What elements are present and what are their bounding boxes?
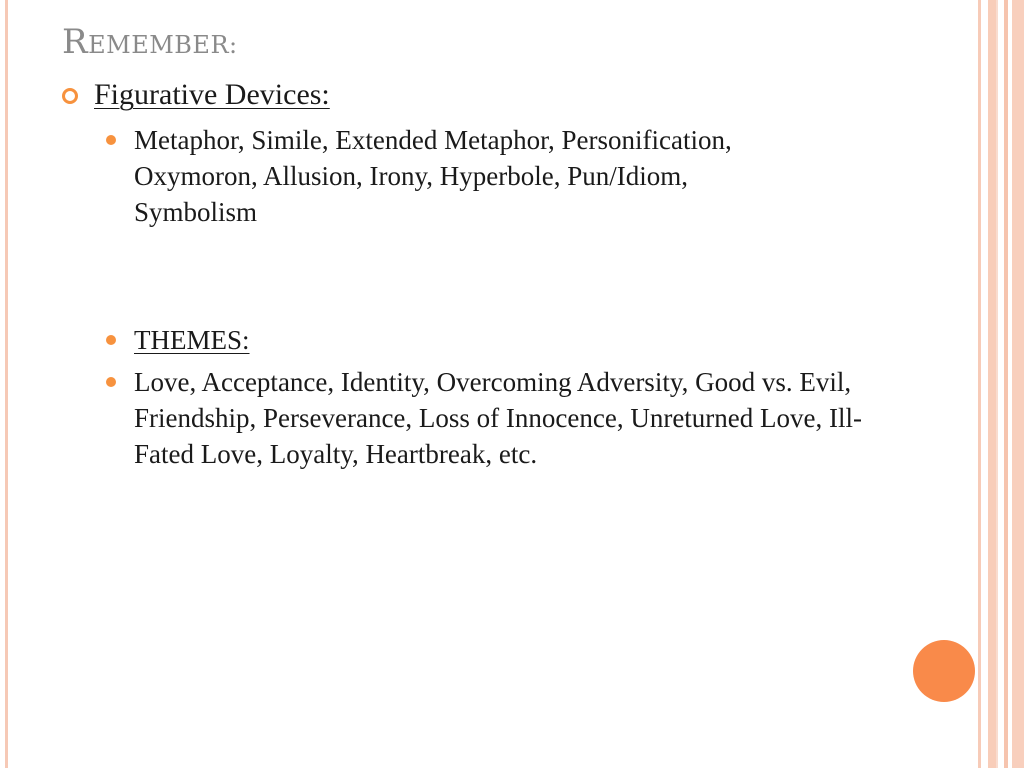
dot-bullet-icon	[106, 135, 116, 145]
themes-heading: THEMES:	[134, 325, 250, 355]
right-stripe	[1004, 0, 1008, 768]
title-rest: EMEMBER:	[88, 31, 238, 59]
figurative-devices-heading-row	[62, 78, 330, 112]
dot-bullet-icon	[106, 377, 116, 387]
slide-title	[62, 22, 238, 62]
themes-text: Love, Acceptance, Identity, Overcoming Adversity, Good vs. Evil, Friendship, Perseverance, Loss of Innocence, Unreturned Love, Ill-Fated Love, Loyalty, Heartbreak, etc.	[134, 367, 862, 469]
list-item	[104, 322, 874, 358]
ring-bullet-icon	[62, 88, 78, 104]
themes-list	[104, 322, 874, 478]
right-stripe	[978, 0, 981, 768]
right-stripe	[1012, 0, 1024, 768]
list-item	[104, 122, 744, 230]
right-stripe	[996, 0, 998, 768]
accent-circle	[913, 640, 975, 702]
right-stripe	[988, 0, 996, 768]
figurative-devices-heading: Figurative Devices:	[94, 78, 330, 111]
devices-list	[104, 122, 744, 230]
title-initial: R	[62, 22, 89, 62]
dot-bullet-icon	[106, 335, 116, 345]
left-border-rule	[5, 0, 8, 768]
list-item	[104, 364, 874, 472]
devices-text: Metaphor, Simile, Extended Metaphor, Personification, Oxymoron, Allusion, Irony, Hyperbole, Pun/Idiom, Symbolism	[134, 125, 732, 227]
